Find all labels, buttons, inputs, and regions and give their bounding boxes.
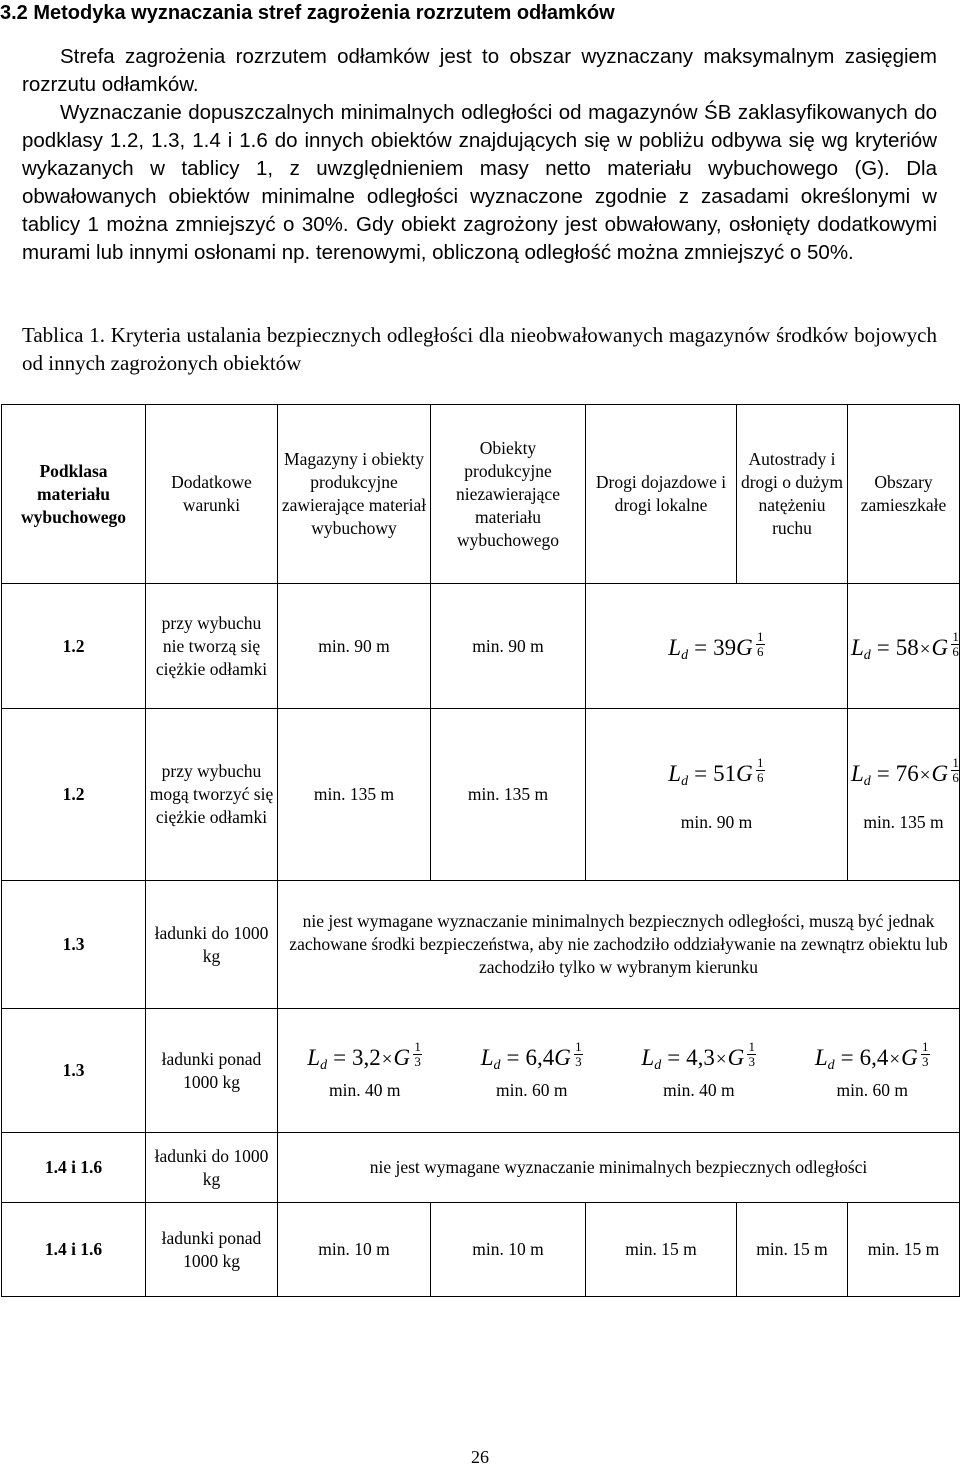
cell-note: nie jest wymagane wyznaczanie minimalnych bezpiecznych odległości, muszą być jednak zachowane środki bezpieczeństwa, aby nie zachodziło oddziaływanie na zewnątrz obiektu lub zachodziło tylko w wybranym kierunku [278, 881, 960, 1009]
formula-storage: $L_d = 3,2\times G$ $\frac{1}{3}$ min. 40 m [307, 1038, 421, 1100]
cell-storage: min. 10 m [278, 1203, 431, 1297]
cell-conditions: ładunki do 1000 kg [146, 881, 278, 1009]
cell-residential: min. 15 m [848, 1203, 960, 1297]
min-distance: min. 60 m [836, 1079, 908, 1100]
cell-production: min. 90 m [431, 584, 586, 709]
cell-conditions: ładunki ponad 1000 kg [146, 1203, 278, 1297]
cell-formulas [278, 1009, 960, 1133]
cell-conditions: przy wybuchu mogą tworzyć się ciężkie odłamki [146, 709, 278, 881]
cell-highways: min. 15 m [737, 1203, 848, 1297]
safety-distance-table [1, 404, 960, 1297]
table-row [2, 881, 960, 1009]
cell-storage: min. 135 m [278, 709, 431, 881]
cell-conditions: ładunki ponad 1000 kg [146, 1009, 278, 1133]
cell-production: min. 10 m [431, 1203, 586, 1297]
min-distance: min. 60 m [496, 1079, 568, 1100]
cell-highways-formula [848, 584, 960, 709]
table-row [2, 584, 960, 709]
table-caption: Tablica 1. Kryteria ustalania bezpiecznych odległości dla nieobwałowanych magazynów środków bojowych od innych zagrożonych obiektów [22, 323, 937, 375]
table-header-row [2, 405, 960, 584]
page-number: 26 [471, 1447, 489, 1467]
cell-roads-formula [586, 709, 848, 881]
paragraph-definition: Strefa zagrożenia rozrzutem odłamków jest to obszar wyznaczany maksymalnym zasięgiem rozrzutu odłamków. [22, 45, 937, 96]
header-conditions: Dodatkowe warunki [146, 405, 278, 584]
cell-conditions: ładunki do 1000 kg [146, 1133, 278, 1203]
min-distance: min. 135 m [863, 811, 944, 832]
cell-subclass: 1.4 i 1.6 [2, 1133, 146, 1203]
cell-production: min. 135 m [431, 709, 586, 881]
formula-roads: $L_d = 4,3\times G$ $\frac{1}{3}$ min. 40 m [641, 1038, 756, 1100]
header-roads: Drogi dojazdowe i drogi lokalne [586, 405, 737, 584]
distance-formula: $L_d = 76\times G$ $\frac{1}{6}$ [851, 754, 959, 789]
table-row [2, 709, 960, 881]
header-highways: Autostrady i drogi o dużym natężeniu ruchu [737, 405, 848, 584]
cell-roads: min. 15 m [586, 1203, 737, 1297]
header-storage: Magazyny i obiekty produkcyjne zawierające materiał wybuchowy [278, 405, 431, 584]
paragraph-criteria: Wyznaczanie dopuszczalnych minimalnych odległości od magazynów ŚB zaklasyfikowanych do podklasy 1.2, 1.3, 1.4 i 1.6 do innych obiektów znajdujących się w pobliżu odbywa się wg kryteriów wykazanych w tablicy 1, z uwzględnieniem masy netto materiału wybuchowego (G). Dla obwałowanych obiektów minimalne odległości wyznaczone zgodnie z zasadami określonymi w tablicy 1 można zmniejszyć o 30%. Gdy obiekt zagrożony jest obwałowany, osłonięty dodatkowymi murami lub innymi osłonami np. terenowymi, obliczoną odległość można zmniejszyć o 50%. [22, 101, 937, 264]
min-distance: min. 90 m [680, 811, 753, 832]
cell-conditions: przy wybuchu nie tworzą się ciężkie odłamki [146, 584, 278, 709]
header-production: Obiekty produkcyjne niezawierające materiału wybuchowego [431, 405, 586, 584]
section-heading: 3.2 Metodyka wyznaczania stref zagrożenia rozrzutem odłamków [0, 2, 615, 24]
cell-subclass: 1.2 [2, 584, 146, 709]
distance-formula: $L_d = 39G$ $\frac{1}{6}$ [668, 628, 764, 663]
table-row [2, 1133, 960, 1203]
cell-subclass: 1.4 i 1.6 [2, 1203, 146, 1297]
cell-highways-formula [848, 709, 960, 881]
cell-subclass: 1.3 [2, 1009, 146, 1133]
min-distance: min. 40 m [663, 1079, 735, 1100]
formula-highways: $L_d = 6,4\times G$ $\frac{1}{3}$ min. 60 m [814, 1038, 929, 1100]
distance-formula: $L_d = 58\times G$ $\frac{1}{6}$ [851, 628, 959, 663]
cell-subclass: 1.3 [2, 881, 146, 1009]
min-distance: min. 40 m [328, 1079, 401, 1100]
cell-roads-formula [586, 584, 848, 709]
header-residential: Obszary zamieszkałe [848, 405, 960, 584]
table-row [2, 1203, 960, 1297]
cell-storage: min. 90 m [278, 584, 431, 709]
header-subclass: Podklasa materiału wybuchowego [2, 405, 146, 584]
cell-subclass: 1.2 [2, 709, 146, 881]
formula-production: $L_d = 6,4G$ $\frac{1}{3}$ min. 60 m [480, 1038, 582, 1100]
cell-note: nie jest wymagane wyznaczanie minimalnych bezpiecznych odległości [278, 1133, 960, 1203]
table-row [2, 1009, 960, 1133]
distance-formula: $L_d = 51G$ $\frac{1}{6}$ [668, 754, 764, 789]
